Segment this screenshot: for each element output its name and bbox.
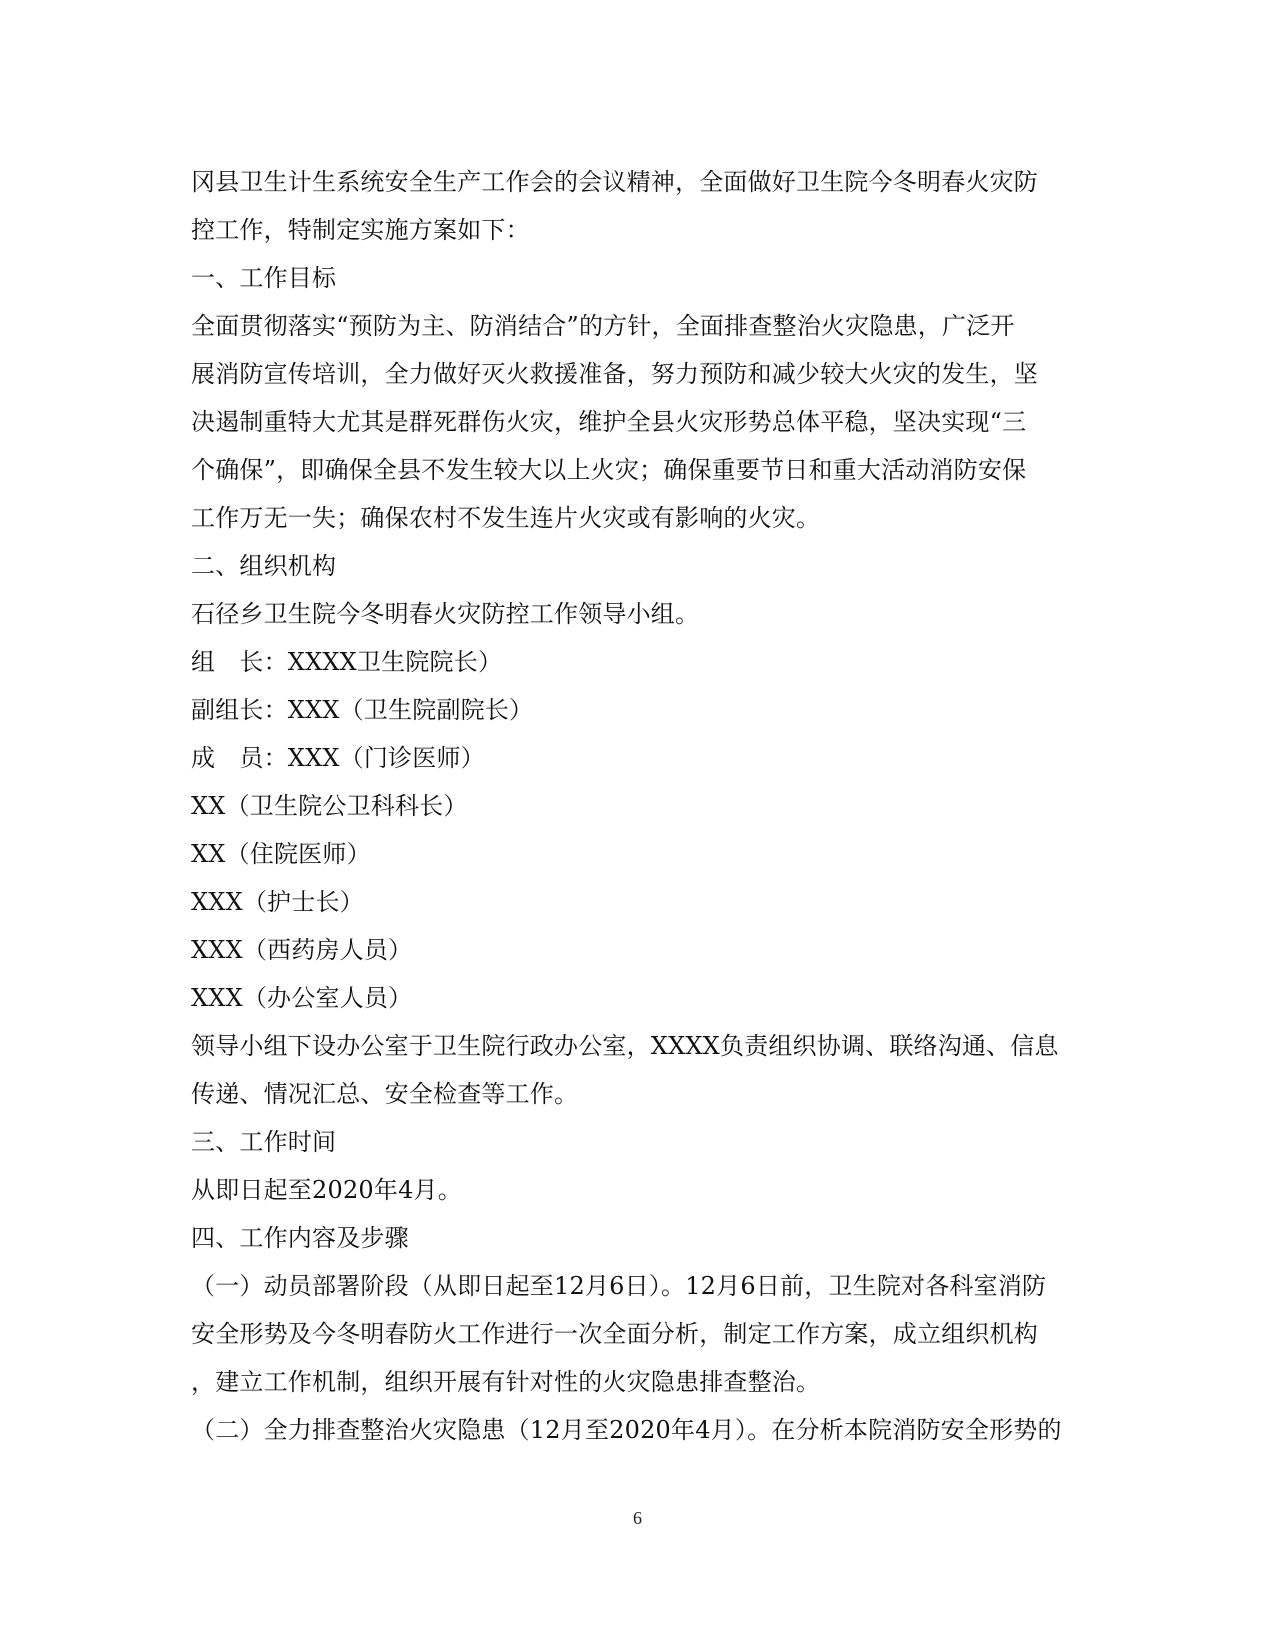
text-line: 决遏制重特大尤其是群死群伤火灾，维护全县火灾形势总体平稳，坚决实现“三 xyxy=(191,408,1027,436)
member-line: XXX（办公室人员） xyxy=(191,984,413,1012)
section-heading: 二、组织机构 xyxy=(191,552,337,580)
text-line: （二）全力排查整治火灾隐患（12月至2020年4月）。在分析本院消防安全形势的 xyxy=(191,1416,1062,1444)
member-line: XXX（西药房人员） xyxy=(191,936,413,964)
text-line: 展消防宣传培训，全力做好灭火救援准备，努力预防和减少较大火灾的发生，坚 xyxy=(191,360,1038,388)
text-line: 全面贯彻落实“预防为主、防消结合”的方针，全面排查整治火灾隐患，广泛开 xyxy=(191,312,1015,340)
text-line: ，建立工作机制，组织开展有针对性的火灾隐患排查整治。 xyxy=(191,1368,821,1396)
text-line: 控工作，特制定实施方案如下： xyxy=(191,216,530,244)
page-number: 6 xyxy=(633,1508,642,1528)
member-line: 副组长：XXX（卫生院副院长） xyxy=(191,696,534,724)
member-line: XX（卫生院公卫科科长） xyxy=(191,792,468,820)
text-line: （一）动员部署阶段（从即日起至12月6日）。12月6日前，卫生院对各科室消防 xyxy=(191,1272,1047,1300)
member-line: XX（住院医师） xyxy=(191,840,371,868)
body-text xyxy=(191,158,1091,1454)
text-line: 传递、情况汇总、安全检查等工作。 xyxy=(191,1080,579,1108)
text-line: 工作万无一失；确保农村不发生连片火灾或有影响的火灾。 xyxy=(191,504,821,532)
text-line: 个确保”，即确保全县不发生较大以上火灾；确保重要节日和重大活动消防安保 xyxy=(191,456,1027,484)
text-line: 安全形势及今冬明春防火工作进行一次全面分析，制定工作方案，成立组织机构 xyxy=(191,1320,1038,1348)
section-heading: 一、工作目标 xyxy=(191,264,337,292)
text-line: 石径乡卫生院今冬明春火灾防控工作领导小组。 xyxy=(191,600,700,628)
member-line: 成 员：XXX（门诊医师） xyxy=(191,744,485,772)
member-line: 组 长：XXXX卫生院院长） xyxy=(191,648,503,676)
text-line: 领导小组下设办公室于卫生院行政办公室，XXXX负责组织协调、联络沟通、信息 xyxy=(191,1032,1059,1060)
section-heading: 三、工作时间 xyxy=(191,1128,337,1156)
text-line: 冈县卫生计生系统安全生产工作会的会议精神，全面做好卫生院今冬明春火灾防 xyxy=(191,168,1038,196)
text-line: 从即日起至2020年4月。 xyxy=(191,1176,462,1204)
member-line: XXX（护士长） xyxy=(191,888,364,916)
section-heading: 四、工作内容及步骤 xyxy=(191,1224,409,1252)
